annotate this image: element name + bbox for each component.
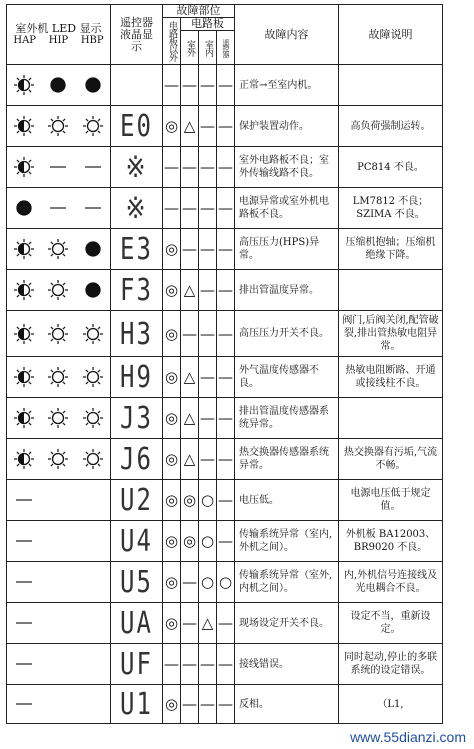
fault-note: 热敏电阻断路、开通或接线柱不良。	[339, 357, 443, 398]
location-mark: —	[199, 229, 217, 270]
fault-content: 热交换器传感器系统异常。	[235, 439, 339, 480]
fault-note: 内,外机信号连接线及光电耦合不良。	[339, 562, 443, 603]
remote-code-cell	[111, 229, 163, 270]
remote-code-cell	[111, 398, 163, 439]
location-mark: —	[163, 188, 181, 229]
fault-note: （L1,	[339, 685, 443, 724]
error-code: J6	[120, 441, 153, 477]
table-row	[7, 229, 443, 270]
led-half-icon	[13, 238, 35, 260]
led-flash-icon	[47, 115, 69, 137]
subcol-outdoor-text: 室外	[185, 39, 195, 56]
location-mark: —	[217, 311, 235, 357]
led-title: 室外机 LED 显示	[15, 21, 102, 35]
location-mark: —	[181, 562, 199, 603]
location-mark: —	[217, 439, 235, 480]
led-cell	[7, 480, 111, 521]
location-mark: —	[217, 147, 235, 188]
led-half-icon	[13, 74, 35, 96]
table-row	[7, 65, 443, 106]
table-row	[7, 439, 443, 480]
subcol-remote-text: 遥控器	[222, 38, 230, 57]
led-cell	[7, 229, 111, 270]
led-cell	[7, 147, 111, 188]
table-row	[7, 147, 443, 188]
led-col-hap: HAP	[13, 34, 37, 46]
error-code: J3	[120, 400, 153, 436]
led-blank-icon	[82, 693, 104, 715]
location-mark: ◎	[163, 439, 181, 480]
subcol-outdoor	[181, 31, 199, 65]
location-mark: —	[217, 398, 235, 439]
fault-note: 高负荷强制运转。	[339, 106, 443, 147]
led-cell	[7, 270, 111, 311]
led-cell	[7, 65, 111, 106]
fault-note	[339, 398, 443, 439]
location-mark: △	[181, 398, 199, 439]
led-blank-icon	[82, 530, 104, 552]
location-mark: —	[163, 65, 181, 106]
table-row	[7, 270, 443, 311]
fault-content: 传输系统异常（室外,内机之间）。	[235, 562, 339, 603]
led-none-icon	[13, 693, 35, 715]
led-cell	[7, 644, 111, 685]
location-mark: ○	[199, 480, 217, 521]
location-mark: —	[217, 603, 235, 644]
led-cell	[7, 357, 111, 398]
fault-content: 高压压力开关不良。	[235, 311, 339, 357]
led-on-icon	[47, 74, 69, 96]
remote-header-text: 遥控器液晶显示	[120, 15, 153, 53]
fault-content: 排出管温度传感器系统异常。	[235, 398, 339, 439]
fault-note: 电源电压低于规定值。	[339, 480, 443, 521]
led-half-icon	[13, 448, 35, 470]
remote-code-cell	[111, 65, 163, 106]
fault-content: 反相。	[235, 685, 339, 724]
error-code: U2	[120, 482, 153, 518]
led-flash-icon	[47, 238, 69, 260]
led-half-icon	[13, 279, 35, 301]
fault-note-header: 故障说明	[339, 5, 443, 65]
led-cell	[7, 398, 111, 439]
subcol-indoor	[199, 31, 217, 65]
remote-code-cell	[111, 644, 163, 685]
location-mark: ◎	[163, 398, 181, 439]
error-code: ※	[125, 190, 148, 226]
location-mark: △	[199, 603, 217, 644]
location-mark: ◎	[163, 603, 181, 644]
table-row	[7, 562, 443, 603]
location-mark: ○	[199, 562, 217, 603]
led-col-hbp: HBP	[80, 34, 104, 46]
location-mark: —	[217, 106, 235, 147]
location-mark: —	[199, 65, 217, 106]
location-mark: ◎	[163, 480, 181, 521]
location-mark: —	[181, 188, 199, 229]
location-mark: ◎	[163, 229, 181, 270]
location-mark: —	[217, 644, 235, 685]
led-flash-icon	[82, 366, 104, 388]
led-flash-icon	[47, 407, 69, 429]
fault-note	[339, 65, 443, 106]
location-mark: —	[181, 311, 199, 357]
location-mark: —	[181, 229, 199, 270]
led-cell	[7, 603, 111, 644]
location-mark: —	[199, 398, 217, 439]
location-mark: △	[181, 357, 199, 398]
led-flash-icon	[82, 323, 104, 345]
remote-code-cell	[111, 147, 163, 188]
remote-code-cell	[111, 603, 163, 644]
table-row	[7, 311, 443, 357]
led-none-icon	[47, 197, 69, 219]
subcol-other-text: 电路板以外	[167, 21, 177, 61]
subcol-indoor-text: 室内	[203, 39, 213, 56]
table-row	[7, 106, 443, 147]
fault-note: LM7812 不良；SZIMA 不良。	[339, 188, 443, 229]
location-mark: ○	[217, 562, 235, 603]
led-col-hip: HIP	[48, 34, 69, 46]
led-blank-icon	[47, 489, 69, 511]
led-on-icon	[82, 279, 104, 301]
location-mark: —	[217, 521, 235, 562]
fault-content: 外气温度传感器不良。	[235, 357, 339, 398]
led-none-icon	[13, 653, 35, 675]
location-mark: —	[217, 188, 235, 229]
location-mark: △	[181, 439, 199, 480]
location-mark: △	[181, 270, 199, 311]
led-blank-icon	[82, 571, 104, 593]
led-flash-icon	[82, 407, 104, 429]
led-blank-icon	[47, 693, 69, 715]
subcol-remote	[217, 31, 235, 65]
circuit-board-header: 电路板	[181, 18, 235, 31]
location-mark: —	[199, 147, 217, 188]
led-on-icon	[82, 74, 104, 96]
location-mark: △	[181, 106, 199, 147]
led-none-icon	[13, 530, 35, 552]
fault-content: 电压低。	[235, 480, 339, 521]
remote-code-cell	[111, 106, 163, 147]
led-cell	[7, 106, 111, 147]
fault-content: 排出管温度异常。	[235, 270, 339, 311]
location-mark: ◎	[163, 357, 181, 398]
led-none-icon	[82, 156, 104, 178]
location-mark: —	[199, 644, 217, 685]
fault-content: 高压压力(HPS)异常。	[235, 229, 339, 270]
led-flash-icon	[82, 448, 104, 470]
location-mark: ◎	[181, 521, 199, 562]
subcol-other	[163, 18, 181, 65]
fault-note: PC814 不良。	[339, 147, 443, 188]
led-blank-icon	[47, 530, 69, 552]
location-mark: —	[217, 270, 235, 311]
error-code: H9	[120, 359, 153, 395]
led-flash-icon	[47, 366, 69, 388]
location-mark: ◎	[163, 685, 181, 724]
led-header	[7, 5, 111, 65]
location-mark: —	[181, 685, 199, 724]
led-none-icon	[47, 156, 69, 178]
error-code: U4	[120, 523, 153, 559]
table-row	[7, 357, 443, 398]
fault-content: 现场设定开关不良。	[235, 603, 339, 644]
led-none-icon	[82, 197, 104, 219]
table-row	[7, 685, 443, 724]
led-cell	[7, 311, 111, 357]
location-mark: —	[163, 147, 181, 188]
remote-code-cell	[111, 521, 163, 562]
error-code: E0	[120, 108, 153, 144]
fault-content: 保护装置动作。	[235, 106, 339, 147]
location-mark: ◎	[163, 106, 181, 147]
led-cell	[7, 188, 111, 229]
remote-code-cell	[111, 480, 163, 521]
fault-content: 传输系统异常（室内,外机之间）。	[235, 521, 339, 562]
remote-code-cell	[111, 562, 163, 603]
led-none-icon	[13, 612, 35, 634]
led-blank-icon	[82, 489, 104, 511]
location-mark: ○	[199, 521, 217, 562]
led-half-icon	[13, 156, 35, 178]
led-blank-icon	[82, 612, 104, 634]
error-code: ※	[125, 149, 148, 185]
led-blank-icon	[47, 612, 69, 634]
location-mark: —	[217, 229, 235, 270]
fault-note: 同时起动,停止的多联系统的设定错误。	[339, 644, 443, 685]
led-half-icon	[13, 115, 35, 137]
fault-content: 室外电路板不良；室外传输线路不良。	[235, 147, 339, 188]
location-mark: —	[181, 147, 199, 188]
table-row	[7, 603, 443, 644]
remote-code-cell	[111, 270, 163, 311]
led-blank-icon	[47, 571, 69, 593]
location-mark: ◎	[163, 562, 181, 603]
led-half-icon	[13, 366, 35, 388]
location-mark: —	[217, 480, 235, 521]
location-mark: —	[217, 65, 235, 106]
fault-note: 外机板 BA12003、BR9020 不良。	[339, 521, 443, 562]
led-cell	[7, 439, 111, 480]
fault-code-table	[6, 4, 443, 724]
location-mark: ◎	[163, 270, 181, 311]
led-flash-icon	[47, 448, 69, 470]
led-flash-icon	[82, 115, 104, 137]
error-code: E3	[120, 231, 153, 267]
location-mark: —	[199, 439, 217, 480]
error-code: UA	[120, 605, 153, 641]
led-cell	[7, 521, 111, 562]
led-none-icon	[13, 571, 35, 593]
led-on-icon	[13, 197, 35, 219]
error-code: U5	[120, 564, 153, 600]
location-mark: —	[199, 311, 217, 357]
location-mark: —	[181, 65, 199, 106]
led-flash-icon	[47, 279, 69, 301]
watermark: www.55dianzi.com	[350, 729, 466, 745]
table-row	[7, 480, 443, 521]
fault-content-header: 故障内容	[235, 5, 339, 65]
fault-content: 接线错误。	[235, 644, 339, 685]
led-cell	[7, 685, 111, 724]
location-mark: —	[217, 357, 235, 398]
table-row	[7, 188, 443, 229]
remote-code-cell	[111, 357, 163, 398]
location-mark: —	[199, 270, 217, 311]
location-mark: —	[199, 685, 217, 724]
led-blank-icon	[47, 653, 69, 675]
location-mark: —	[163, 644, 181, 685]
led-none-icon	[13, 489, 35, 511]
led-on-icon	[82, 238, 104, 260]
location-mark: —	[199, 106, 217, 147]
table-row	[7, 398, 443, 439]
location-mark: —	[181, 644, 199, 685]
fault-rows	[7, 65, 443, 724]
fault-content: 正常→至室内机。	[235, 65, 339, 106]
table-row	[7, 521, 443, 562]
location-mark: ◎	[163, 311, 181, 357]
remote-code-cell	[111, 188, 163, 229]
led-blank-icon	[82, 653, 104, 675]
table-row	[7, 644, 443, 685]
fault-note: 压缩机抱轴；压缩机绝缘下降。	[339, 229, 443, 270]
location-mark: —	[199, 357, 217, 398]
location-mark: —	[217, 685, 235, 724]
fault-note: 热交换器有污垢,气流不畅。	[339, 439, 443, 480]
error-code: U1	[120, 686, 153, 722]
led-flash-icon	[47, 323, 69, 345]
remote-code-cell	[111, 685, 163, 724]
fault-note	[339, 270, 443, 311]
fault-note: 设定不当，重新设定。	[339, 603, 443, 644]
remote-header	[111, 5, 163, 65]
fault-note: 阀门,后阀关闭,配管破裂,排出管热敏电阻异常。	[339, 311, 443, 357]
location-mark: —	[181, 603, 199, 644]
location-mark: ◎	[163, 521, 181, 562]
error-code: F3	[120, 272, 153, 308]
location-mark: —	[199, 188, 217, 229]
remote-code-cell	[111, 439, 163, 480]
fault-location-header: 故障部位	[163, 5, 235, 18]
fault-content: 电源异常或室外机电路板不良。	[235, 188, 339, 229]
led-half-icon	[13, 407, 35, 429]
error-code: H3	[120, 316, 153, 351]
location-mark: ◎	[181, 480, 199, 521]
led-half-icon	[13, 323, 35, 345]
led-cell	[7, 562, 111, 603]
remote-code-cell	[111, 311, 163, 357]
error-code: UF	[120, 646, 153, 682]
